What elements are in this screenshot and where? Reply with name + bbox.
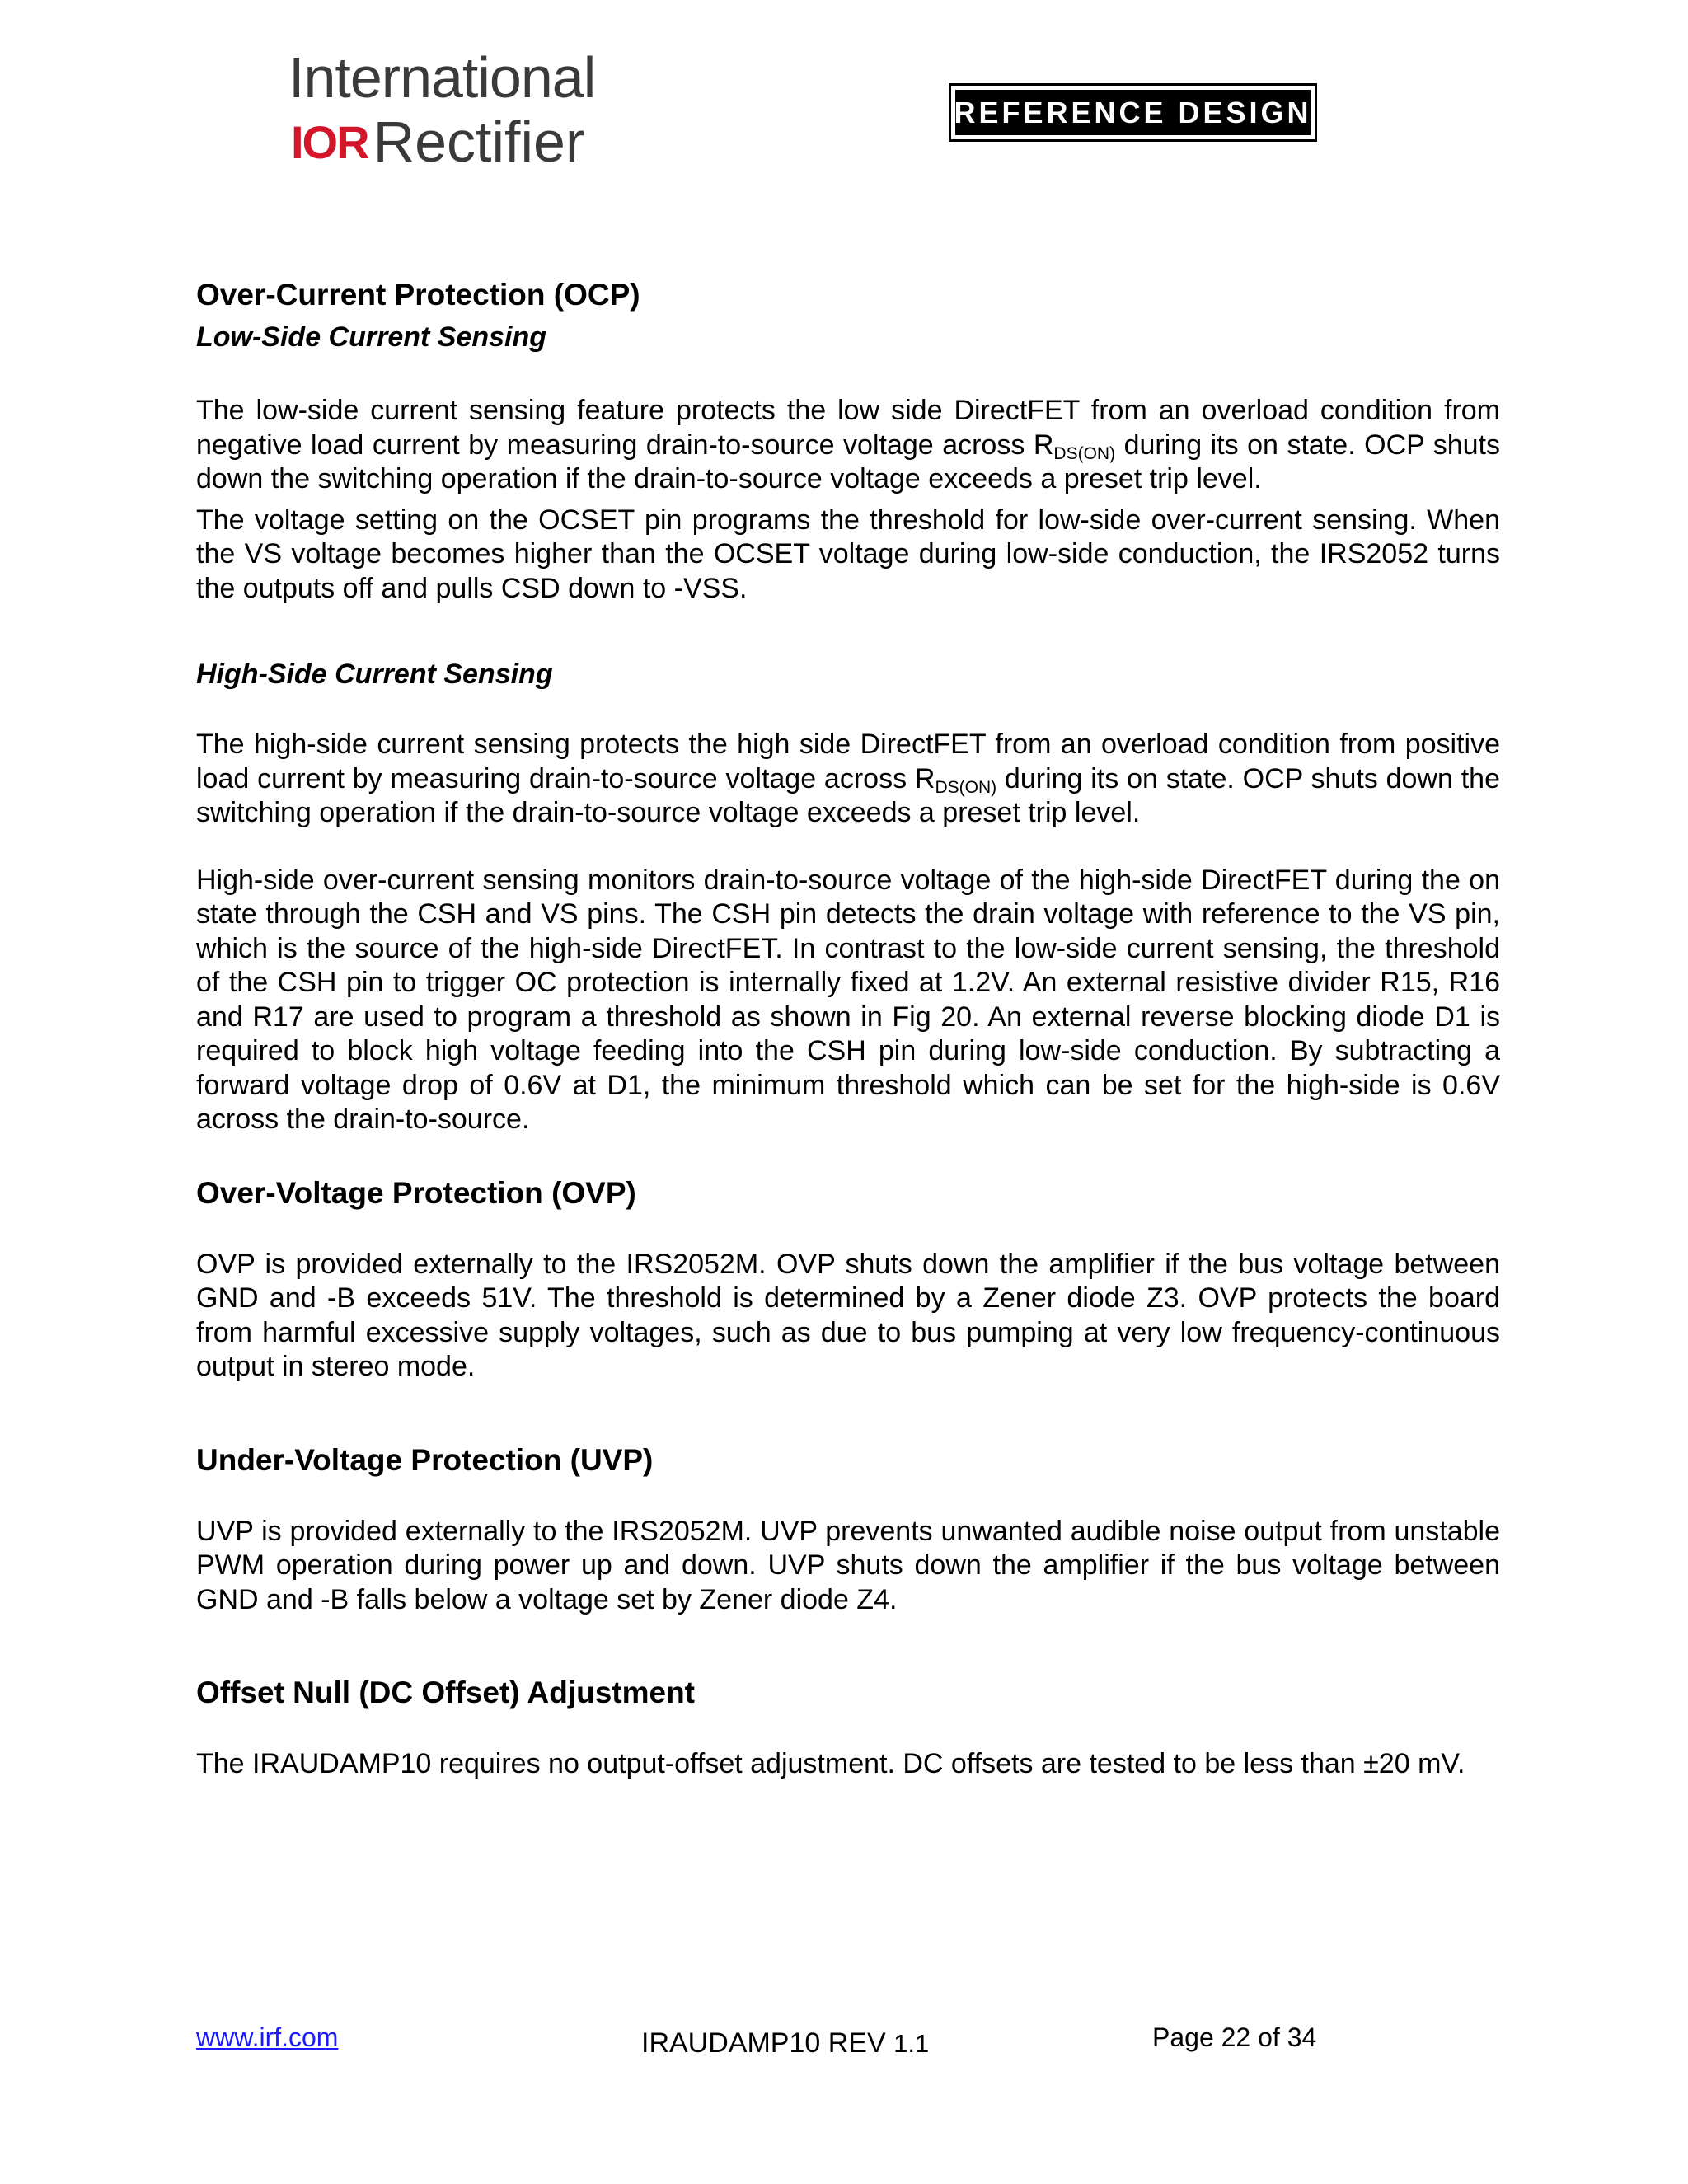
low-side-paragraph-2: The voltage setting on the OCSET pin programs the threshold for low-side over-current sensing. When the VS voltage becomes higher than the OCSET voltage during low-side conduction, the IRS2052 turns the outputs off and pulls CSD down to -VSS. bbox=[196, 504, 1500, 604]
website-link[interactable]: www.irf.com bbox=[196, 2022, 339, 2052]
low-side-paragraph-1: The low-side current sensing feature protects the low side DirectFET from an overload condition from negative load current by measuring drain-to-source voltage across $R_{DS(ON)}$ during its on state. OCP shuts down the switching operation if the drain-to-source voltage exceeds a preset trip level. bbox=[196, 395, 1501, 494]
reference-design-label: REFERENCE DESIGN bbox=[955, 90, 1311, 135]
uvp-paragraph: UVP is provided externally to the IRS2052M. UVP prevents unwanted audible noise output from unstable PWM operation during power up and down. UVP shuts down the amplifier if the bus voltage between GND and -B falls below a voltage set by Zener diode Z4. bbox=[196, 1515, 1500, 1615]
uvp-heading: Under-Voltage Protection (UVP) bbox=[196, 1442, 654, 1477]
ior-logo-mark: IOR bbox=[291, 116, 368, 168]
high-side-sensing-subheading: High-Side Current Sensing bbox=[196, 658, 553, 690]
document-revision: IRAUDAMP10 REV 1.1 bbox=[641, 2027, 930, 2059]
offset-paragraph: The IRAUDAMP10 requires no output-offset adjustment. DC offsets are tested to be less than ±20 mV. bbox=[196, 1748, 1465, 1779]
logo-word-rectifier: Rectifier bbox=[373, 110, 585, 174]
high-side-paragraph-2: High-side over-current sensing monitors drain-to-source voltage of the high-side DirectFET during the on state through the CSH and VS pins. The CSH pin detects the drain voltage with reference to the VS pin, which is the source of the high-side DirectFET. In contrast to the low-side current sensing, the threshold of the CSH pin to trigger OC protection is internally fixed at 1.2V. An external resistive divider R15, R16 and R17 are used to program a threshold as shown in Fig 20. An external reverse blocking diode D1 is required to block high voltage feeding into the CSH pin during low-side conduction. By subtracting a forward voltage drop of 0.6V at D1, the minimum threshold which can be set for the high-side is 0.6V across the drain-to-source. bbox=[196, 864, 1500, 1135]
revision-number: 1.1 bbox=[893, 2029, 930, 2058]
page-number: Page 22 of 34 bbox=[1152, 2022, 1317, 2052]
high-side-paragraph-1: The high-side current sensing protects the high side DirectFET from an overload condition from positive load current by measuring drain-to-source voltage across $R_{DS(ON)}$ during its on state. OCP shuts down the switching operation if the drain-to-source voltage exceeds a preset trip level. bbox=[196, 729, 1500, 828]
ovp-paragraph: OVP is provided externally to the IRS2052M. OVP shuts down the amplifier if the bus voltage between GND and -B exceeds 51V. The threshold is determined by a Zener diode Z3. OVP protects the board from harmful excessive supply voltages, such as due to bus pumping at very low frequency-continuous output in stereo mode. bbox=[196, 1248, 1500, 1382]
low-side-sensing-subheading: Low-Side Current Sensing bbox=[196, 321, 547, 353]
reference-design-badge bbox=[949, 83, 1317, 142]
ovp-heading: Over-Voltage Protection (OVP) bbox=[196, 1175, 636, 1210]
rdson-subscript: DS(ON) bbox=[1053, 443, 1116, 463]
company-logo bbox=[288, 43, 596, 174]
ocp-heading: Over-Current Protection (OCP) bbox=[196, 278, 640, 312]
page-content bbox=[196, 277, 1500, 1782]
logo-line-international: International bbox=[288, 45, 596, 110]
rdson-subscript: DS(ON) bbox=[935, 777, 997, 797]
logo-line-rectifier bbox=[291, 109, 584, 175]
offset-heading: Offset Null (DC Offset) Adjustment bbox=[196, 1675, 696, 1709]
